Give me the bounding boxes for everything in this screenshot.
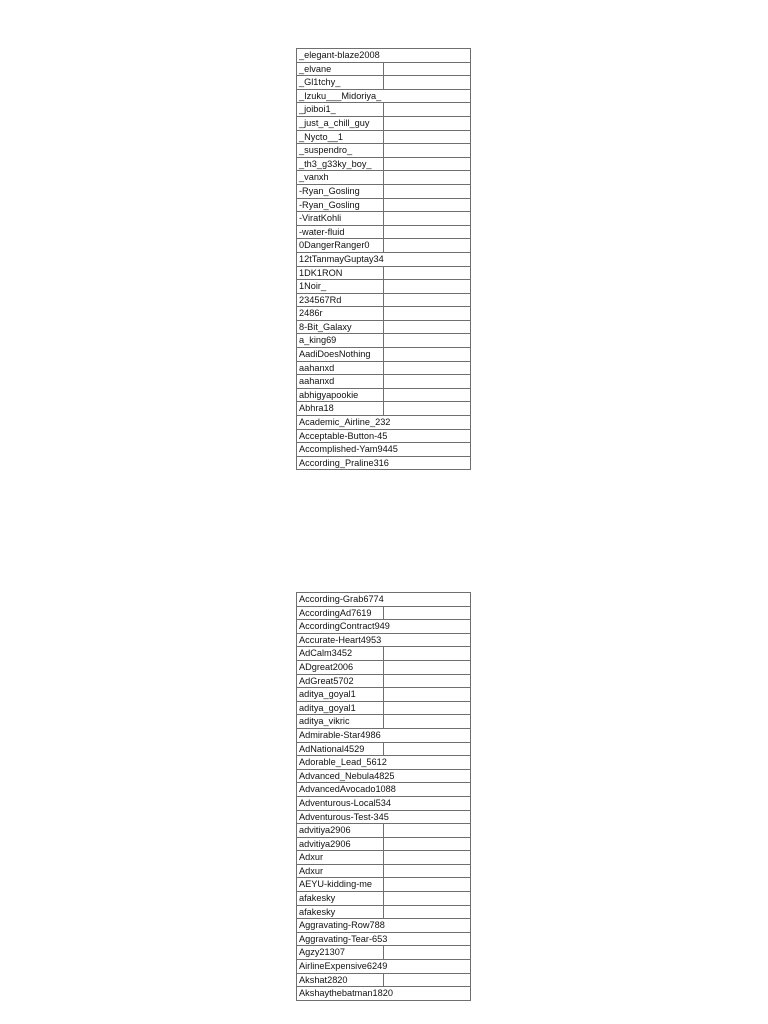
table-row <box>297 688 471 702</box>
username-cell: a_king69 <box>297 334 384 348</box>
username-cell: Aggravating-Row788 <box>297 919 471 933</box>
table-row <box>297 266 471 280</box>
table-row <box>297 184 471 198</box>
username-table-2-body <box>297 593 471 1001</box>
username-cell: Advanced_Nebula4825 <box>297 769 471 783</box>
username-cell: According-Grab6774 <box>297 593 471 607</box>
username-cell: Abhra18 <box>297 402 384 416</box>
table-row <box>297 116 471 130</box>
username-cell: 234567Rd <box>297 293 384 307</box>
table-row <box>297 932 471 946</box>
empty-cell <box>384 280 471 294</box>
username-cell: _joiboi1_ <box>297 103 384 117</box>
table-row <box>297 796 471 810</box>
empty-cell <box>384 688 471 702</box>
table-row <box>297 239 471 253</box>
empty-cell <box>384 361 471 375</box>
username-cell: 2486r <box>297 307 384 321</box>
table-row <box>297 701 471 715</box>
username-cell: Akshaythebatman1820 <box>297 987 471 1001</box>
username-cell: afakesky <box>297 905 384 919</box>
table-row <box>297 728 471 742</box>
table-row <box>297 361 471 375</box>
table-row <box>297 810 471 824</box>
table-row <box>297 130 471 144</box>
empty-cell <box>384 402 471 416</box>
username-cell: afakesky <box>297 892 384 906</box>
username-cell: AadiDoesNothing <box>297 348 384 362</box>
username-cell: Agzy21307 <box>297 946 384 960</box>
empty-cell <box>384 130 471 144</box>
empty-cell <box>384 851 471 865</box>
username-cell: Admirable-Star4986 <box>297 728 471 742</box>
username-cell: 8-Bit_Galaxy <box>297 320 384 334</box>
table-row <box>297 76 471 90</box>
table-row <box>297 225 471 239</box>
table-row <box>297 919 471 933</box>
empty-cell <box>384 892 471 906</box>
table-row <box>297 864 471 878</box>
username-cell: AdvancedAvocado1088 <box>297 783 471 797</box>
table-row <box>297 443 471 457</box>
empty-cell <box>384 171 471 185</box>
table-row <box>297 987 471 1001</box>
table-row <box>297 212 471 226</box>
table-row <box>297 593 471 607</box>
table-row <box>297 103 471 117</box>
username-cell: 12tTanmayGuptay34 <box>297 252 471 266</box>
table-row <box>297 878 471 892</box>
username-cell: _th3_g33ky_boy_ <box>297 157 384 171</box>
username-cell: 1Noir_ <box>297 280 384 294</box>
username-cell: _elvane <box>297 62 384 76</box>
table-row <box>297 402 471 416</box>
username-cell: Adventurous-Local534 <box>297 796 471 810</box>
table-row <box>297 252 471 266</box>
username-cell: Adxur <box>297 851 384 865</box>
empty-cell <box>384 701 471 715</box>
empty-cell <box>384 375 471 389</box>
table-row <box>297 905 471 919</box>
username-table-1 <box>296 48 471 470</box>
table-row <box>297 320 471 334</box>
table-row <box>297 674 471 688</box>
username-cell: -Ryan_Gosling <box>297 198 384 212</box>
table-row <box>297 742 471 756</box>
username-cell: Accurate-Heart4953 <box>297 633 471 647</box>
table-row <box>297 144 471 158</box>
empty-cell <box>384 157 471 171</box>
table-row <box>297 49 471 63</box>
username-cell: aditya_vikric <box>297 715 384 729</box>
username-cell: AccordingAd7619 <box>297 606 384 620</box>
username-cell: Academic_Airline_232 <box>297 416 471 430</box>
username-table-1-body <box>297 49 471 470</box>
username-cell: aahanxd <box>297 375 384 389</box>
username-cell: Accomplished-Yam9445 <box>297 443 471 457</box>
table-row <box>297 348 471 362</box>
empty-cell <box>384 116 471 130</box>
empty-cell <box>384 307 471 321</box>
empty-cell <box>384 905 471 919</box>
username-cell: -Ryan_Gosling <box>297 184 384 198</box>
empty-cell <box>384 62 471 76</box>
table-row <box>297 973 471 987</box>
username-cell: ADgreat2006 <box>297 660 384 674</box>
empty-cell <box>384 103 471 117</box>
table-row <box>297 851 471 865</box>
username-cell: aditya_goyal1 <box>297 701 384 715</box>
username-cell: advitiya2906 <box>297 837 384 851</box>
username-cell: AdGreat5702 <box>297 674 384 688</box>
username-cell: _vanxh <box>297 171 384 185</box>
table-row <box>297 375 471 389</box>
table-row <box>297 293 471 307</box>
empty-cell <box>384 647 471 661</box>
table-row <box>297 715 471 729</box>
username-cell: 1DK1RON <box>297 266 384 280</box>
empty-cell <box>384 144 471 158</box>
username-table-2 <box>296 592 471 1001</box>
empty-cell <box>384 660 471 674</box>
empty-cell <box>384 239 471 253</box>
username-cell: aahanxd <box>297 361 384 375</box>
username-cell: abhigyapookie <box>297 388 384 402</box>
table-row <box>297 756 471 770</box>
empty-cell <box>384 320 471 334</box>
table-row <box>297 837 471 851</box>
empty-cell <box>384 864 471 878</box>
table-row <box>297 769 471 783</box>
username-cell: Adorable_Lead_5612 <box>297 756 471 770</box>
table-row <box>297 429 471 443</box>
table-row <box>297 660 471 674</box>
empty-cell <box>384 946 471 960</box>
empty-cell <box>384 973 471 987</box>
username-cell: -water-fluid <box>297 225 384 239</box>
table-row <box>297 783 471 797</box>
table-row <box>297 171 471 185</box>
username-cell: _Gl1tchy_ <box>297 76 384 90</box>
username-cell: _Nycto__1 <box>297 130 384 144</box>
table-row <box>297 198 471 212</box>
username-cell: _just_a_chill_guy <box>297 116 384 130</box>
empty-cell <box>384 837 471 851</box>
empty-cell <box>384 674 471 688</box>
table-row <box>297 892 471 906</box>
username-cell: AdCalm3452 <box>297 647 384 661</box>
empty-cell <box>384 715 471 729</box>
empty-cell <box>384 606 471 620</box>
table-row <box>297 280 471 294</box>
empty-cell <box>384 198 471 212</box>
table-row <box>297 456 471 470</box>
empty-cell <box>384 76 471 90</box>
username-cell: Akshat2820 <box>297 973 384 987</box>
username-cell: _Izuku___Midoriya_ <box>297 89 471 103</box>
empty-cell <box>384 266 471 280</box>
username-cell: -ViratKohli <box>297 212 384 226</box>
table-row <box>297 620 471 634</box>
empty-cell <box>384 225 471 239</box>
empty-cell <box>384 184 471 198</box>
username-cell: advitiya2906 <box>297 824 384 838</box>
table-row <box>297 334 471 348</box>
empty-cell <box>384 293 471 307</box>
username-cell: AccordingContract949 <box>297 620 471 634</box>
table-row <box>297 606 471 620</box>
table-row <box>297 633 471 647</box>
username-cell: Adxur <box>297 864 384 878</box>
table-row <box>297 307 471 321</box>
username-cell: According_Praline316 <box>297 456 471 470</box>
username-cell: 0DangerRanger0 <box>297 239 384 253</box>
table-row <box>297 647 471 661</box>
table-row <box>297 89 471 103</box>
empty-cell <box>384 742 471 756</box>
empty-cell <box>384 334 471 348</box>
table-row <box>297 946 471 960</box>
empty-cell <box>384 878 471 892</box>
username-cell: _elegant-blaze2008 <box>297 49 471 63</box>
empty-cell <box>384 388 471 402</box>
username-cell: Adventurous-Test-345 <box>297 810 471 824</box>
table-row <box>297 388 471 402</box>
username-cell: _suspendro_ <box>297 144 384 158</box>
empty-cell <box>384 212 471 226</box>
empty-cell <box>384 348 471 362</box>
empty-cell <box>384 824 471 838</box>
username-cell: AirlineExpensive6249 <box>297 960 471 974</box>
username-cell: AdNational4529 <box>297 742 384 756</box>
table-row <box>297 960 471 974</box>
table-row <box>297 416 471 430</box>
username-cell: Acceptable-Button-45 <box>297 429 471 443</box>
table-row <box>297 824 471 838</box>
username-cell: Aggravating-Tear-653 <box>297 932 471 946</box>
table-row <box>297 62 471 76</box>
table-row <box>297 157 471 171</box>
username-cell: AEYU-kidding-me <box>297 878 384 892</box>
username-cell: aditya_goyal1 <box>297 688 384 702</box>
